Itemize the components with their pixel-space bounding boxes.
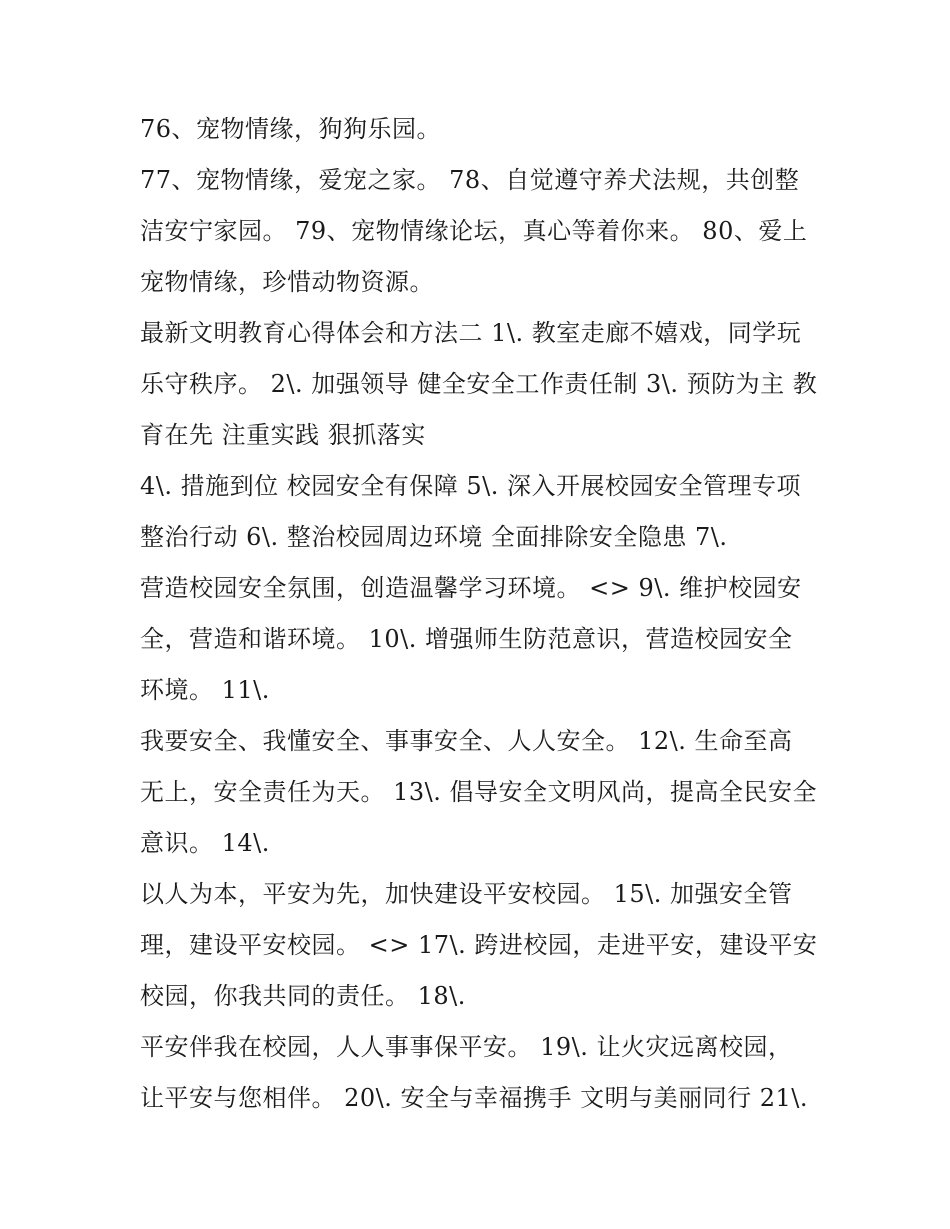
text-line: 以人为本，平安为先，加快建设平安校园。 15\. 加强安全管 <box>140 880 793 908</box>
text-line: 宠物情缘，珍惜动物资源。 <box>140 268 434 296</box>
text-line: 全，营造和谐环境。 10\. 增强师生防范意识，营造校园安全 <box>140 625 793 653</box>
text-line: 洁安宁家园。 79、宠物情缘论坛，真心等着你来。 80、爱上 <box>140 217 808 245</box>
text-line: 我要安全、我懂安全、事事安全、人人安全。 12\. 生命至高 <box>140 727 793 755</box>
text-line: 77、宠物情缘，爱宠之家。 78、自觉遵守养犬法规，共创整 <box>140 166 800 194</box>
text-line: 4\. 措施到位 校园安全有保障 5\. 深入开展校园安全管理专项 <box>140 472 801 500</box>
text-line: 营造校园安全氛围，创造温馨学习环境。 <> 9\. 维护校园安 <box>140 574 802 602</box>
text-line: 平安伴我在校园，人人事事保平安。 19\. 让火灾远离校园， <box>140 1033 793 1061</box>
text-line: 无上，安全责任为天。 13\. 倡导安全文明风尚，提高全民安全 <box>140 778 818 806</box>
document-page <box>140 104 820 1124</box>
text-line: 整治行动 6\. 整治校园周边环境 全面排除安全隐患 7\. <box>140 523 728 551</box>
text-line: 育在先 注重实践 狠抓落实 <box>140 421 426 449</box>
text-line: 76、宠物情缘，狗狗乐园。 <box>140 115 442 143</box>
text-line: 乐守秩序。 2\. 加强领导 健全安全工作责任制 3\. 预防为主 教 <box>140 370 818 398</box>
text-line: 最新文明教育心得体会和方法二 1\. 教室走廊不嬉戏，同学玩 <box>140 319 802 347</box>
text-line: 理，建设平安校园。 <> 17\. 跨进校园，走进平安，建设平安 <box>140 931 818 959</box>
text-line: 意识。 14\. <box>140 829 270 857</box>
text-line: 环境。 11\. <box>140 676 270 704</box>
text-line: 校园，你我共同的责任。 18\. <box>140 982 466 1010</box>
text-line: 让平安与您相伴。 20\. 安全与幸福携手 文明与美丽同行 21\. <box>140 1084 809 1112</box>
